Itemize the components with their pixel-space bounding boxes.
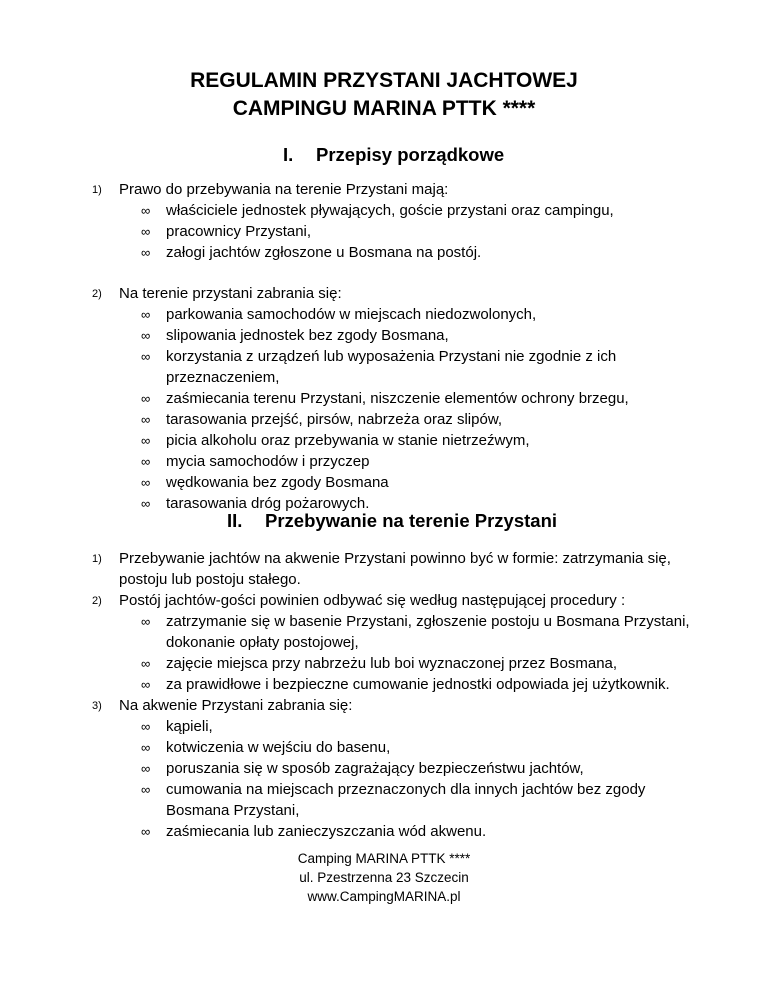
paragraph-number: 3)	[92, 700, 102, 712]
footer-company-name: Camping MARINA PTTK ****	[297, 851, 471, 866]
bullet-icon: ∞	[141, 475, 151, 490]
list-item: zaśmiecania terenu Przystani, niszczenie elementów ochrony brzegu,	[166, 390, 629, 407]
paragraph-text: Przebywanie jachtów na akwenie Przystani powinno być w formie: zatrzymania się,	[119, 550, 671, 567]
paragraph-text: Postój jachtów-gości powinien odbywać się według następującej procedury :	[119, 592, 626, 609]
paragraph-number: 2)	[92, 288, 102, 300]
list-item: poruszania się w sposób zagrażający bezpieczeństwu jachtów,	[166, 760, 584, 777]
section-title: Przebywanie na terenie Przystani	[265, 510, 558, 531]
bullet-icon: ∞	[141, 719, 151, 734]
footer-website: www.CampingMARINA.pl	[307, 889, 461, 904]
list-item: slipowania jednostek bez zgody Bosmana,	[166, 327, 449, 344]
bullet-icon: ∞	[141, 433, 151, 448]
list-item: załogi jachtów zgłoszone u Bosmana na postój.	[166, 244, 482, 261]
paragraph-text: Prawo do przebywania na terenie Przystani mają:	[119, 181, 449, 198]
list-item: kąpieli,	[166, 718, 213, 735]
bullet-icon: ∞	[141, 349, 151, 364]
bullet-icon: ∞	[141, 656, 151, 671]
list-item: cumowania na miejscach przeznaczonych dla innych jachtów bez zgody	[166, 781, 646, 798]
bullet-icon: ∞	[141, 824, 151, 839]
list-item: mycia samochodów i przyczep	[166, 453, 370, 470]
list-item: zajęcie miejsca przy nabrzeżu lub boi wyznaczonej przez Bosmana,	[166, 655, 618, 672]
bullet-icon: ∞	[141, 740, 151, 755]
bullet-icon: ∞	[141, 496, 151, 511]
list-item: picia alkoholu oraz przebywania w stanie nietrzeźwym,	[166, 432, 530, 449]
list-item: za prawidłowe i bezpieczne cumowanie jednostki odpowiada jej użytkownik.	[166, 676, 670, 693]
list-item: właściciele jednostek pływających, goście przystani oraz campingu,	[166, 202, 614, 219]
list-item-continuation: dokonanie opłaty postojowej,	[166, 634, 359, 651]
bullet-icon: ∞	[141, 307, 151, 322]
list-item: pracownicy Przystani,	[166, 223, 312, 240]
section-number: I.	[283, 144, 294, 165]
list-item: tarasowania dróg pożarowych.	[166, 495, 370, 512]
document-title-line-2: CAMPINGU MARINA PTTK ****	[232, 97, 536, 120]
bullet-icon: ∞	[141, 328, 151, 343]
bullet-icon: ∞	[141, 224, 151, 239]
list-item: korzystania z urządzeń lub wyposażenia Przystani nie zgodnie z ich	[166, 348, 617, 365]
list-item-continuation: Bosmana Przystani,	[166, 802, 300, 819]
bullet-icon: ∞	[141, 203, 151, 218]
list-item: wędkowania bez zgody Bosmana	[166, 474, 389, 491]
bullet-icon: ∞	[141, 412, 151, 427]
footer-address: ul. Pzestrzenna 23 Szczecin	[299, 870, 469, 885]
bullet-icon: ∞	[141, 454, 151, 469]
section-title: Przepisy porządkowe	[316, 144, 505, 165]
paragraph-text: Na akwenie Przystani zabrania się:	[119, 697, 353, 714]
list-item: tarasowania przejść, pirsów, nabrzeża oraz slipów,	[166, 411, 502, 428]
bullet-icon: ∞	[141, 761, 151, 776]
list-item: parkowania samochodów w miejscach niedozwolonych,	[166, 306, 537, 323]
paragraph-text: Na terenie przystani zabrania się:	[119, 285, 342, 302]
paragraph-number: 1)	[92, 184, 102, 196]
paragraph-number: 1)	[92, 553, 102, 565]
bullet-icon: ∞	[141, 677, 151, 692]
list-item-continuation: przeznaczeniem,	[166, 369, 280, 386]
bullet-icon: ∞	[141, 614, 151, 629]
paragraph-number: 2)	[92, 595, 102, 607]
document-title-line-1: REGULAMIN PRZYSTANI JACHTOWEJ	[190, 69, 578, 92]
list-item: zaśmiecania lub zanieczyszczania wód akwenu.	[166, 823, 487, 840]
paragraph-text-continuation: postoju lub postoju stałego.	[119, 571, 301, 588]
list-item: zatrzymanie się w basenie Przystani, zgłoszenie postoju u Bosmana Przystani,	[166, 613, 690, 630]
list-item: kotwiczenia w wejściu do basenu,	[166, 739, 391, 756]
bullet-icon: ∞	[141, 782, 151, 797]
bullet-icon: ∞	[141, 245, 151, 260]
section-number: II.	[227, 510, 243, 531]
bullet-icon: ∞	[141, 391, 151, 406]
